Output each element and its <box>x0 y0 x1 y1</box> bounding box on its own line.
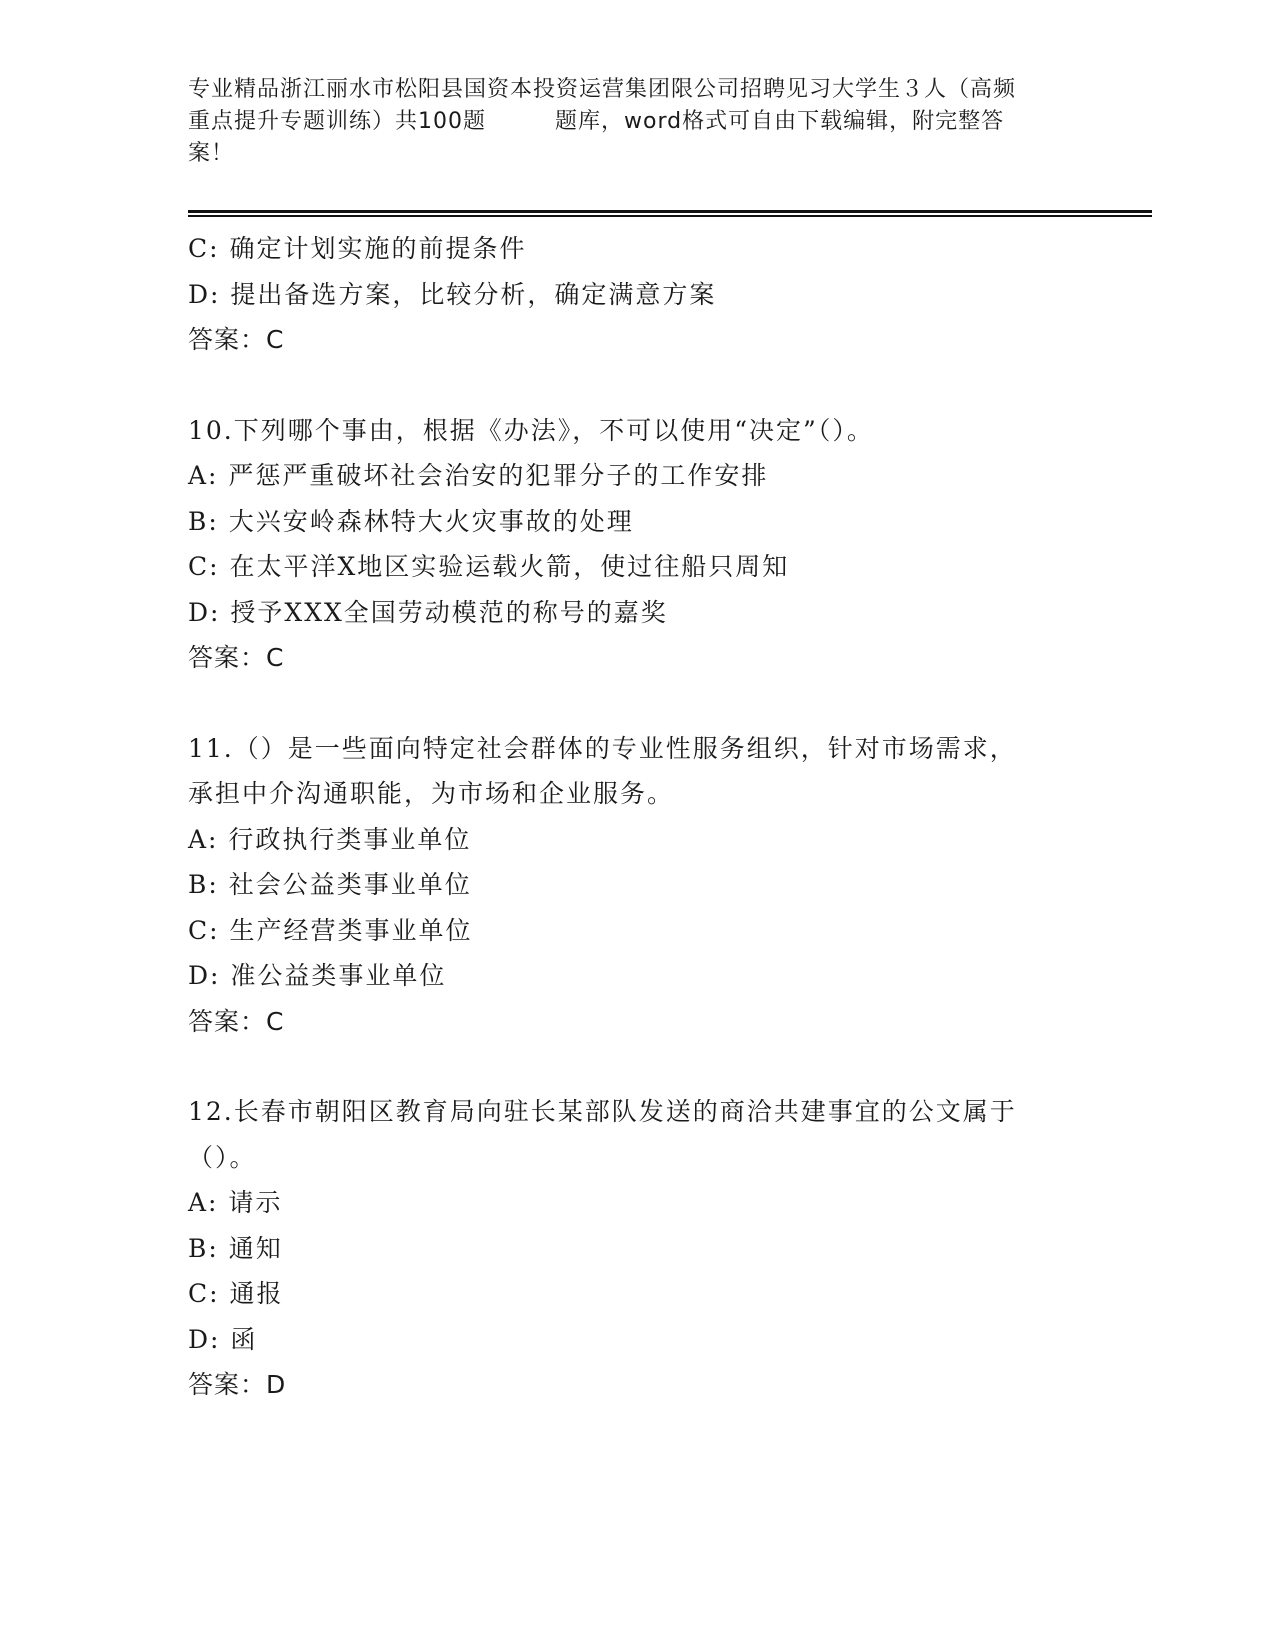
option-b: B: 通知 <box>188 1233 283 1263</box>
answer: 答案：D <box>188 1370 287 1399</box>
answer: 答案：C <box>188 325 285 354</box>
option-b: B: 大兴安岭森林特大火灾事故的处理 <box>188 506 634 536</box>
question-text-cont: （）。 <box>188 1142 257 1172</box>
option-c: C: 生产经营类事业单位 <box>188 915 473 945</box>
title-line: 专业精品浙江丽水市松阳县国资本投资运营集团限公司招聘见习大学生３人（高频 <box>188 77 1017 102</box>
question-text: 11.（）是一些面向特定社会群体的专业性服务组织，针对市场需求， <box>188 733 1017 763</box>
option-d: D: 准公益类事业单位 <box>188 961 447 990</box>
option-c: C: 确定计划实施的前提条件 <box>188 234 527 263</box>
header-divider <box>188 210 1152 213</box>
option-a: A: 行政执行类事业单位 <box>188 824 472 854</box>
option-b: B: 社会公益类事业单位 <box>188 870 472 899</box>
question-block <box>188 226 1088 363</box>
option-c: C: 通报 <box>188 1279 284 1308</box>
question-text-cont: 承担中介沟通职能，为市场和企业服务。 <box>188 779 675 808</box>
answer: 答案：C <box>188 643 285 672</box>
question-list <box>188 226 1088 1408</box>
header-divider-secondary <box>188 215 1152 217</box>
option-d: D: 函 <box>188 1324 258 1354</box>
question-block <box>188 726 1088 1045</box>
question-block <box>188 1089 1088 1408</box>
spacer <box>188 363 1088 408</box>
option-a: A: 严惩严重破坏社会治安的犯罪分子的工作安排 <box>188 461 769 490</box>
answer: 答案：C <box>188 1006 285 1036</box>
title-line: 案！ <box>188 141 235 166</box>
spacer <box>188 681 1088 726</box>
spacer <box>188 1044 1088 1089</box>
question-text: 10.下列哪个事由，根据《办法》，不可以使用“决定”（）。 <box>188 415 874 445</box>
document-title <box>188 74 1088 170</box>
question-block <box>188 408 1088 681</box>
option-d: D: 授予XXX全国劳动模范的称号的嘉奖 <box>188 597 668 627</box>
option-a: A: 请示 <box>188 1188 283 1217</box>
question-text: 12.长春市朝阳区教育局向驻长某部队发送的商洽共建事宜的公文属于 <box>188 1097 1017 1126</box>
option-d: D: 提出备选方案，比较分析，确定满意方案 <box>188 279 717 309</box>
title-line: 重点提升专题训练）共100题 题库，word格式可自由下载编辑，附完整答 <box>188 109 1005 134</box>
option-c: C: 在太平洋X地区实验运载火箭，使过往船只周知 <box>188 552 790 581</box>
